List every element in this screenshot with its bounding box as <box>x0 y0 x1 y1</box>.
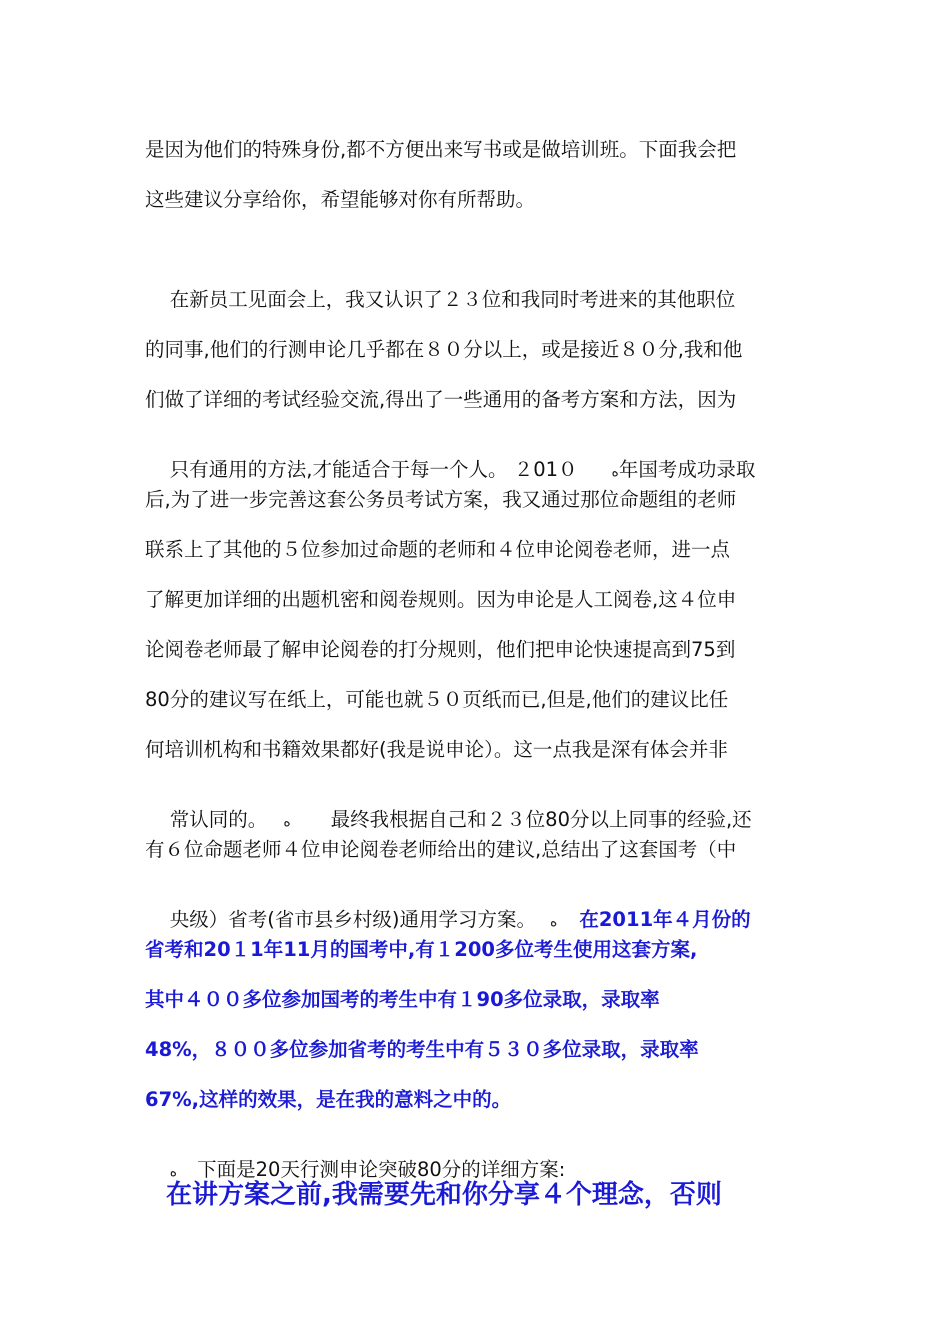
paragraph-mark-icon: ﻩ <box>283 813 291 830</box>
paragraph-mark-icon: ﻩ <box>169 1163 178 1180</box>
highlight-text: 在2011年４月份的 <box>579 907 751 931</box>
text-line: 有６位命题老师４位申论阅卷老师给出的建议,总结出了这套国考（中 <box>145 838 737 861</box>
text-segment: 下面是20天行测申论突破80分的详细方案: <box>197 1157 566 1181</box>
text-line: 论阅卷老师最了解申论阅卷的打分规则，他们把申论快速提高到75到 <box>145 638 736 661</box>
highlight-line: 67%,这样的效果，是在我的意料之中的。 <box>145 1088 512 1111</box>
text-line: 何培训机构和书籍效果都好(我是说申论）。这一点我是深有体会并非 <box>145 738 728 761</box>
text-segment: 年国考成功录取 <box>618 457 756 481</box>
highlight-line: 其中４００多位参加国考的考生中有１90多位录取，录取率 <box>145 988 660 1011</box>
highlight-line: 48%，８００多位参加省考的考生中有５３０多位录取，录取率 <box>145 1038 699 1061</box>
text-line: 在新员工见面会上，我又认识了２３位和我同时考进来的其他职位 <box>145 288 736 311</box>
text-line: 们做了详细的考试经验交流,得出了一些通用的备考方案和方法，因为 <box>145 388 737 411</box>
text-line: 了解更加详细的出题机密和阅卷规则。因为申论是人工阅卷,这４位申 <box>145 588 737 611</box>
text-line: 80分的建议写在纸上，可能也就５０页纸而已,但是,他们的建议比任 <box>145 688 729 711</box>
text-line: 的同事,他们的行测申论几乎都在８０分以上，或是接近８０分,我和他 <box>145 338 743 361</box>
text-line: 后,为了进一步完善这套公务员考试方案，我又通过那位命题组的老师 <box>145 488 737 511</box>
text-line: 联系上了其他的５位参加过命题的老师和４位申论阅卷老师，进一点 <box>145 538 731 561</box>
section-heading: 在讲方案之前,我需要先和你分享４个理念，否则 <box>166 1180 722 1210</box>
text-line: 这些建议分享给你，希望能够对你有所帮助。 <box>145 188 536 211</box>
text-segment: 央级）省考(省市县乡村级)通用学习方案。 <box>169 907 537 931</box>
paragraph-mark-icon: ﻩ <box>550 913 558 930</box>
text-segment: 只有通用的方法,才能适合于每一个人。 ２01０ <box>169 457 578 481</box>
paragraph-mark-icon: ﻩ <box>611 463 619 480</box>
text-segment: 常认同的。 <box>169 807 268 831</box>
text-line: 是因为他们的特殊身份,都不方便出来写书或是做培训班。下面我会把 <box>145 138 737 161</box>
highlight-line: 省考和20１1年11月的国考中,有１200多位考生使用这套方案, <box>145 938 698 961</box>
text-segment: 最终我根据自己和２３位80分以上同事的经验,还 <box>330 807 752 831</box>
